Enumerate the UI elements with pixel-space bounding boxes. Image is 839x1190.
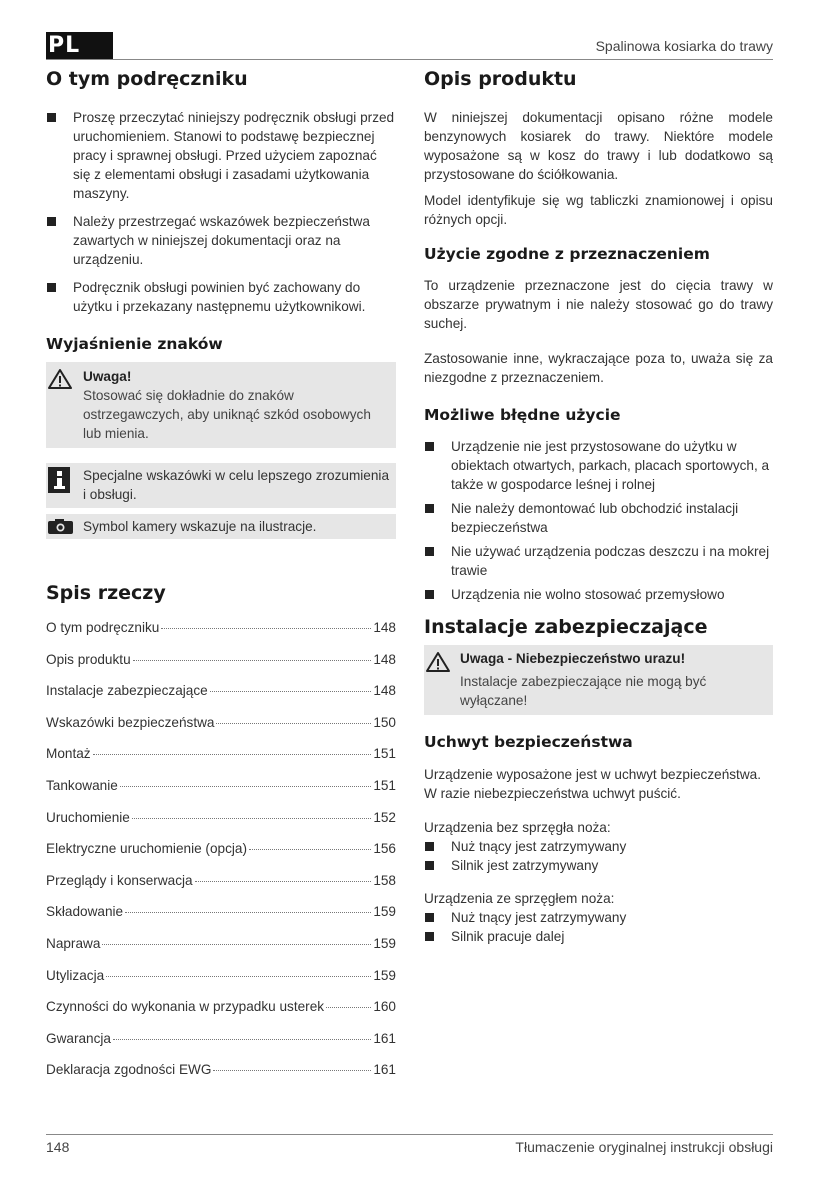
- page-number: 148: [46, 1139, 70, 1155]
- safety-heading: Instalacje zabezpieczające: [424, 616, 708, 638]
- info-icon: [48, 467, 70, 493]
- misuse-heading: Możliwe błędne użycie: [424, 406, 621, 424]
- warning-title: Uwaga!: [83, 369, 132, 384]
- handle-paragraph: Urządzenie wyposażone jest w uchwyt bezpieczeństwa. W razie niebezpieczeństwa uchwyt puścić.: [424, 767, 761, 801]
- header-title: Spalinowa kosiarka do trawy: [595, 38, 773, 54]
- list-item: Proszę przeczytać niniejszy podręcznik obsługi przed uruchomieniem. Stanowi to podstawę bezpiecznej pracy i sprawnej obsługi. Przed użyciem zapoznać się z elementami obsługi i zasadami użytkowania maszyny.: [46, 108, 396, 203]
- bullet-icon: [47, 113, 56, 122]
- list-item: Nie należy demontować lub obchodzić instalacji bezpieczeństwa: [424, 499, 773, 537]
- no-clutch-label: Urządzenia bez sprzęgła noża:: [424, 820, 611, 835]
- no-clutch-list: [424, 837, 773, 875]
- toc-entry[interactable]: Instalacje zabezpieczające 148: [46, 683, 396, 699]
- toc-entry[interactable]: Deklaracja zgodności EWG 161: [46, 1062, 396, 1078]
- bullet-icon: [425, 861, 434, 870]
- warning-triangle-icon: [425, 651, 451, 673]
- toc-entry[interactable]: Składowanie 159: [46, 904, 396, 920]
- toc-entry[interactable]: Naprawa 159: [46, 935, 396, 951]
- clutch-label: Urządzenia ze sprzęgłem noża:: [424, 891, 615, 906]
- toc-heading: Spis rzeczy: [46, 582, 166, 604]
- bullet-icon: [425, 547, 434, 556]
- camera-icon: [47, 518, 74, 535]
- clutch-list: [424, 908, 773, 946]
- warning-box: [46, 362, 396, 448]
- warning-triangle-icon: [47, 368, 73, 390]
- safety-warning-text: Instalacje zabezpieczające nie mogą być wyłączane!: [460, 674, 707, 708]
- bullet-icon: [425, 590, 434, 599]
- camera-box: [46, 514, 396, 539]
- list-item: Nuż tnący jest zatrzymywany: [424, 837, 773, 856]
- bullet-icon: [425, 932, 434, 941]
- toc-entry[interactable]: Tankowanie 151: [46, 777, 396, 793]
- intended-use-paragraph: To urządzenie przeznaczone jest do cięcia trawy w obszarze prywatnym i nie należy stosować go do trawy suchej.: [424, 278, 773, 331]
- bullet-icon: [47, 217, 56, 226]
- about-list: [46, 108, 396, 316]
- bullet-icon: [425, 442, 434, 451]
- bullet-icon: [47, 283, 56, 292]
- list-item: Silnik jest zatrzymywany: [424, 856, 773, 875]
- symbols-heading: Wyjaśnienie znaków: [46, 335, 223, 353]
- list-item: Należy przestrzegać wskazówek bezpieczeństwa zawartych w niniejszej dokumentacji oraz na urządzeniu.: [46, 212, 396, 269]
- list-item: Nuż tnący jest zatrzymywany: [424, 908, 773, 927]
- toc-entry[interactable]: Elektryczne uruchomienie (opcja) 156: [46, 841, 396, 857]
- toc-entry[interactable]: Uruchomienie 152: [46, 809, 396, 825]
- camera-text: Symbol kamery wskazuje na ilustracje.: [83, 519, 317, 534]
- about-heading: O tym podręczniku: [46, 68, 248, 90]
- info-box: [46, 463, 396, 508]
- safety-warning-box: [424, 645, 773, 715]
- safety-warning-title: Uwaga - Niebezpieczeństwo urazu!: [460, 651, 686, 666]
- right-column: [424, 66, 773, 946]
- intended-use-paragraph: Zastosowanie inne, wykraczające poza to, uważa się za niezgodne z przeznaczeniem.: [424, 351, 773, 385]
- misuse-list: [424, 437, 773, 604]
- bullet-icon: [425, 913, 434, 922]
- product-paragraph: Model identyfikuje się wg tabliczki znamionowej i opisu różnych opcji.: [424, 193, 773, 227]
- bullet-icon: [425, 504, 434, 513]
- list-item: Urządzenia nie wolno stosować przemysłowo: [424, 585, 773, 604]
- bullet-icon: [425, 842, 434, 851]
- page-footer: [46, 1134, 773, 1155]
- list-item: Podręcznik obsługi powinien być zachowany do użytku i przekazany następnemu użytkownikowi.: [46, 278, 396, 316]
- left-column: [46, 66, 396, 1094]
- list-item: Silnik pracuje dalej: [424, 927, 773, 946]
- product-heading: Opis produktu: [424, 68, 577, 90]
- warning-text: Stosować się dokładnie do znaków ostrzegawczych, aby uniknąć szkód osobowych lub mienia.: [83, 388, 371, 441]
- intended-use-heading: Użycie zgodne z przeznaczeniem: [424, 245, 710, 263]
- info-text: Specjalne wskazówki w celu lepszego zrozumienia i obsługi.: [83, 468, 390, 502]
- toc-entry[interactable]: O tym podręczniku 148: [46, 620, 396, 635]
- handle-heading: Uchwyt bezpieczeństwa: [424, 733, 633, 751]
- toc-entry[interactable]: Przeglądy i konserwacja 158: [46, 872, 396, 888]
- page-header: [46, 32, 773, 60]
- toc-entry[interactable]: Opis produktu 148: [46, 651, 396, 667]
- toc-entry[interactable]: Czynności do wykonania w przypadku usterek 160: [46, 999, 396, 1015]
- table-of-contents: [46, 620, 396, 1094]
- product-paragraph: W niniejszej dokumentacji opisano różne modele benzynowych kosiarek do trawy. Niektóre modele wyposażone są w kosz do trawy i lub dodatkowo są przystosowane do ściółkowania.: [424, 110, 773, 182]
- toc-entry[interactable]: Montaż 151: [46, 746, 396, 762]
- toc-entry[interactable]: Gwarancja 161: [46, 1030, 396, 1046]
- list-item: Nie używać urządzenia podczas deszczu i na mokrej trawie: [424, 542, 773, 580]
- language-badge: PL: [46, 32, 113, 59]
- footer-note: Tłumaczenie oryginalnej instrukcji obsługi: [515, 1139, 773, 1155]
- toc-entry[interactable]: Wskazówki bezpieczeństwa 150: [46, 714, 396, 730]
- toc-entry[interactable]: Utylizacja 159: [46, 967, 396, 983]
- list-item: Urządzenie nie jest przystosowane do użytku w obiektach otwartych, parkach, placach sportowych, a także w gospodarce leśnej i rolnej: [424, 437, 773, 494]
